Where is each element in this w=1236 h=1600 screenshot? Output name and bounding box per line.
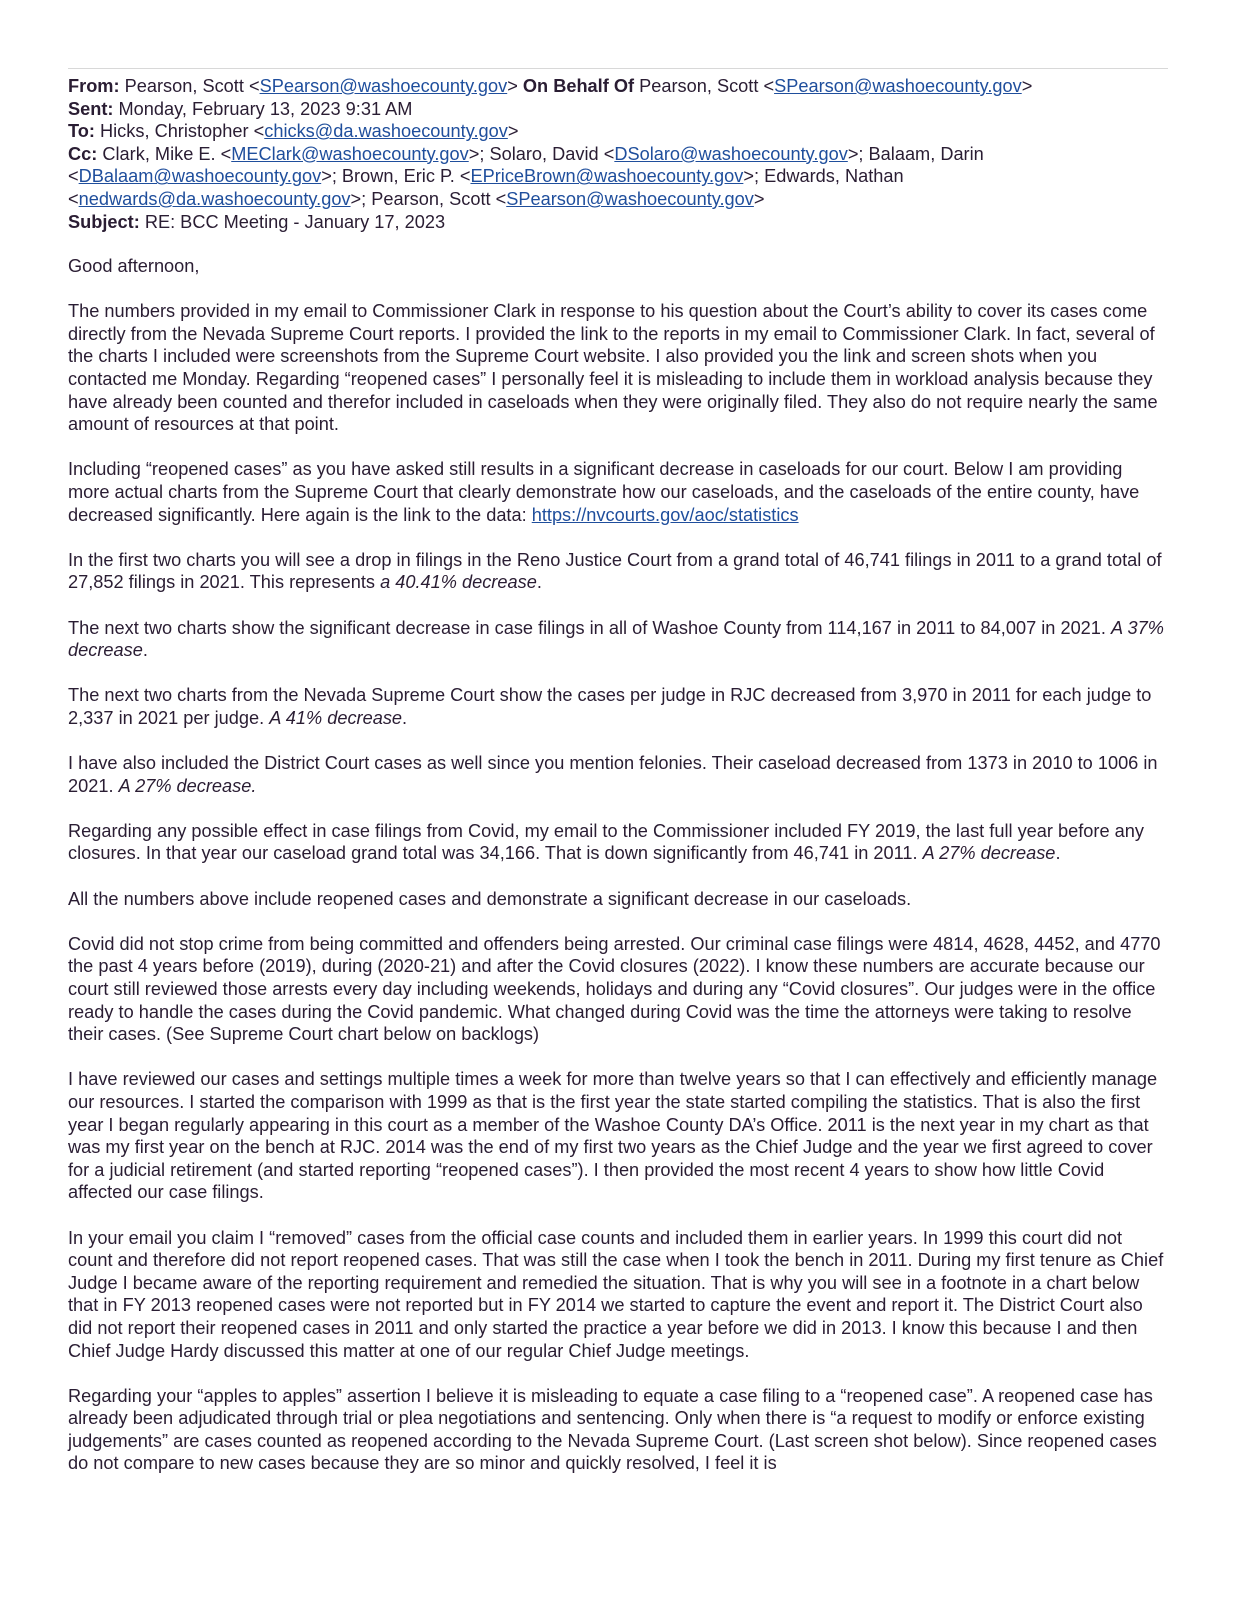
- behalf-close: >: [1021, 76, 1033, 96]
- cc-name-2: >; Solaro, David <: [468, 143, 615, 164]
- paragraph-5-emphasis: A 41% decrease: [269, 707, 403, 728]
- cc-label: Cc:: [68, 143, 98, 164]
- sent-line: [68, 98, 1168, 121]
- cc-email-link-1[interactable]: MEClark@washoecounty.gov: [231, 143, 469, 164]
- paragraph-6: [68, 752, 1168, 797]
- to-close: >: [507, 121, 519, 142]
- behalf-name: Pearson, Scott <: [639, 76, 775, 96]
- paragraph-1: The numbers provided in my email to Commissioner Clark in response to his question about the Court’s ability to cover its cases come directly from the Nevada Supreme Court reports. I provided the link to the reports in my email to Commissioner Clark. In fact, several of the charts I included were screenshots from the Supreme Court website. I also provided you the link and screen shots when you contacted me Monday. Regarding “reopened cases” I personally feel it is misleading to include them in workload analysis because they have already been counted and therefor included in caseloads when they were originally filed. They also do not require nearly the same amount of resources at that point.: [68, 301, 1158, 435]
- paragraph-2-text: Including “reopened cases” as you have asked still results in a significant decrease in caseloads for our court. Below I am providing more actual charts from the Supreme Court that clearly demonstrate how our caseloads, and the caseloads of the entire county, have decreased significantly. Here again is the link to the data:: [68, 459, 1140, 525]
- paragraph-7: [68, 820, 1168, 865]
- to-label: To:: [68, 121, 95, 142]
- paragraph-5-text: The next two charts from the Nevada Supreme Court show the cases per judge in RJC decreased from 3,970 in 2011 for each judge to 2,337 in 2021 per judge.: [68, 685, 1152, 728]
- paragraph-4-emphasis: A 37% decrease: [68, 617, 1164, 661]
- paragraph-9: Covid did not stop crime from being committed and offenders being arrested. Our criminal case filings were 4814, 4628, 4452, and 4770 the past 4 years before (2019), during (2020-21) and after the Covid closures (2022). I know these numbers are accurate because our court still reviewed those arrests every day including weekends, holidays and during any “Covid closures”. Our judges were in the office ready to handle the cases during the Covid pandemic. What changed during Covid was the time the attorneys were taking to resolve their cases. (See Supreme Court chart below on backlogs): [68, 933, 1161, 1045]
- paragraph-3-text: In the first two charts you will see a drop in filings in the Reno Justice Court from a grand total of 46,741 filings in 2011 to a grand total of 27,852 filings in 2021. This represents: [68, 549, 1162, 593]
- cc-name-5: >; Edwards, Nathan: [743, 166, 904, 187]
- subject-line: [68, 211, 1168, 234]
- cc-open-3: <: [68, 166, 79, 187]
- paragraph-6-text: I have also included the District Court cases as well since you mention felonies. Their caseload decreased from 1373 in 2010 to 1006 in 2021.: [68, 753, 1158, 796]
- from-label: From:: [68, 76, 120, 96]
- paragraph-5: [68, 684, 1168, 729]
- paragraph-3-emphasis: a 40.41% decrease: [380, 572, 537, 593]
- cc-email-link-2[interactable]: DSolaro@washoecounty.gov: [614, 143, 848, 164]
- cc-email-link-5[interactable]: nedwards@da.washoecounty.gov: [78, 188, 351, 209]
- header-divider: [68, 68, 1168, 69]
- paragraph-7-emphasis: A 27% decrease: [922, 843, 1056, 864]
- paragraph-4: [68, 617, 1168, 662]
- paragraph-8: All the numbers above include reopened cases and demonstrate a significant decrease in our caseloads.: [68, 888, 912, 909]
- paragraph-2: [68, 458, 1168, 526]
- paragraph-7-end: .: [1055, 843, 1061, 864]
- to-name: Hicks, Christopher <: [100, 121, 265, 142]
- cc-email-link-6[interactable]: SPearson@washoecounty.gov: [506, 188, 754, 209]
- from-line: [68, 75, 1168, 98]
- email-body: [68, 255, 1168, 1498]
- cc-email-link-3[interactable]: DBalaam@washoecounty.gov: [78, 166, 322, 187]
- to-line: [68, 120, 1168, 143]
- sent-label: Sent:: [68, 98, 114, 119]
- subject-value: RE: BCC Meeting - January 17, 2023: [144, 211, 446, 232]
- cc-name-3: >; Balaam, Darin: [847, 143, 984, 164]
- to-email-link[interactable]: chicks@da.washoecounty.gov: [264, 121, 508, 142]
- paragraph-4-end: .: [142, 640, 148, 661]
- paragraph-12: Regarding your “apples to apples” assertion I believe it is misleading to equate a case filing to a “reopened case”. A reopened case has already been adjudicated through trial or plea negotiations and sentencing. Only when there is “a request to modify or enforce existing judgements” are cases counted as reopened according to the Nevada Supreme Court. (Last screen shot below). Since reopened cases do not compare to new cases because they are so minor and quickly resolved, I feel it is: [68, 1385, 1157, 1474]
- paragraph-3: [68, 549, 1168, 594]
- behalf-label: On Behalf Of: [522, 76, 635, 96]
- statistics-link[interactable]: https://nvcourts.gov/aoc/statistics: [531, 504, 799, 525]
- cc-line: [68, 143, 1168, 211]
- sent-value: Monday, February 13, 2023 9:31 AM: [118, 98, 413, 119]
- paragraph-3-end: .: [536, 572, 542, 593]
- email-headers: [68, 75, 1168, 233]
- from-email-link[interactable]: SPearson@washoecounty.gov: [259, 76, 508, 96]
- cc-email-link-4[interactable]: EPriceBrown@washoecounty.gov: [470, 166, 744, 187]
- cc-close-6: >: [753, 188, 765, 209]
- from-close: >: [507, 76, 518, 96]
- from-name: Pearson, Scott <: [124, 76, 260, 96]
- cc-open-5: <: [68, 188, 79, 209]
- behalf-email-link[interactable]: SPearson@washoecounty.gov: [774, 76, 1022, 96]
- cc-name-1: Clark, Mike E. <: [102, 143, 232, 164]
- paragraph-5-end: .: [402, 707, 408, 728]
- paragraph-10: I have reviewed our cases and settings multiple times a week for more than twelve years so that I can effectively and efficiently manage our resources. I started the comparison with 1999 as that is the first year the state started compiling the statistics. That is also the first year I began regularly appearing in this court as a member of the Washoe County DA’s Office. 2011 is the next year in my chart as that was my first year on the bench at RJC. 2014 was the end of my first two years as the Chief Judge and the year we first agreed to cover for a judicial retirement (and started reporting “reopened cases”). I then provided the most recent 4 years to show how little Covid affected our case filings.: [68, 1069, 1158, 1203]
- cc-name-6: >; Pearson, Scott <: [350, 188, 507, 209]
- paragraph-11: In your email you claim I “removed” cases from the official case counts and included them in earlier years. In 1999 this court did not count and therefore did not report reopened cases. That was still the case when I took the bench in 2011. During my first tenure as Chief Judge I became aware of the reporting requirement and remedied the situation. That is why you will see in a footnote in a chart below that in FY 2013 reopened cases were not reported but in FY 2014 we started to capture the event and report it. The District Court also did not report their reopened cases in 2011 and only started the practice a year before we did in 2013. I know this because I and then Chief Judge Hardy discussed this matter at one of our regular Chief Judge meetings.: [68, 1227, 1164, 1361]
- cc-name-4: >; Brown, Eric P. <: [321, 166, 471, 187]
- greeting: Good afternoon,: [68, 256, 200, 276]
- subject-label: Subject:: [68, 211, 140, 232]
- paragraph-4-text: The next two charts show the significant decrease in case filings in all of Washoe County from 114,167 in 2011 to 84,007 in 2021.: [68, 617, 1112, 638]
- paragraph-6-emphasis: A 27% decrease.: [118, 775, 257, 796]
- paragraph-7-text: Regarding any possible effect in case filings from Covid, my email to the Commissioner included FY 2019, the last full year before any closures. In that year our caseload grand total was 34,166. That is down significantly from 46,741 in 2011.: [68, 820, 1144, 864]
